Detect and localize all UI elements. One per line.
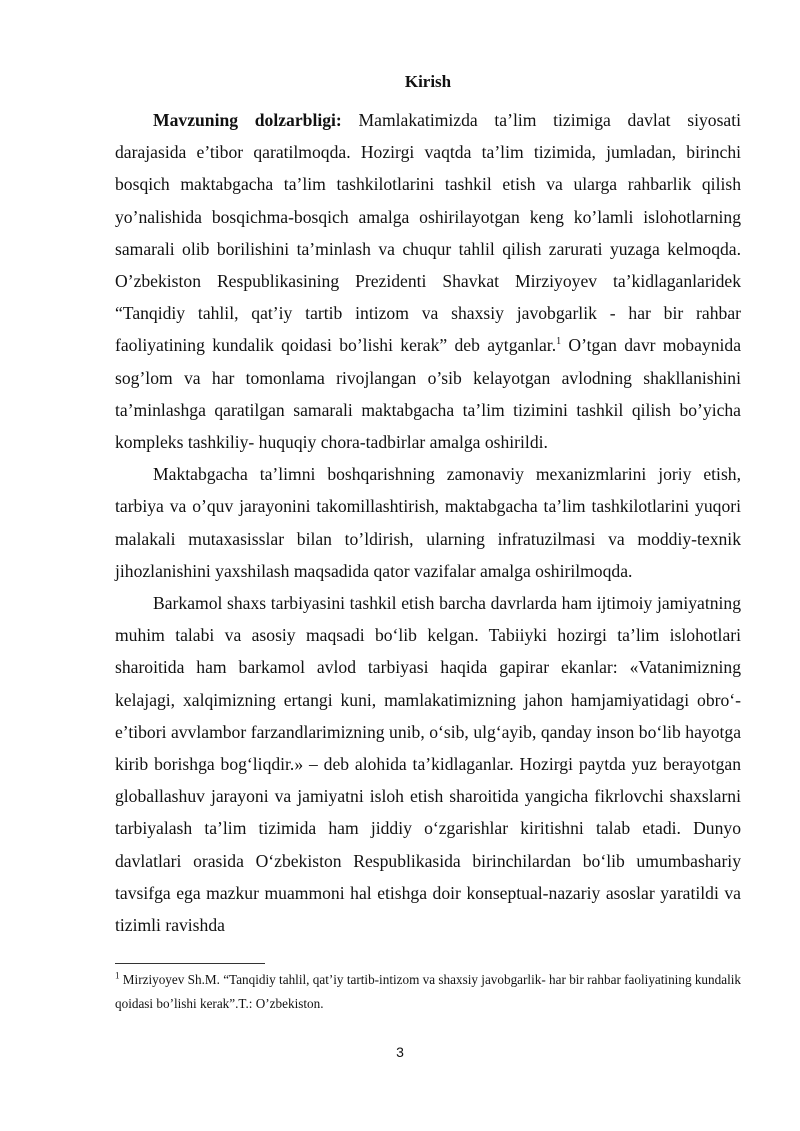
footnote: [115, 968, 741, 1016]
page-number: 3: [396, 1044, 404, 1060]
paragraph-1-text: Mamlakatimizda ta’lim tizimiga davlat siyosati darajasida e’tibor qaratilmoqda. Hozirgi vaqtda ta’lim tizimida, jumladan, birinchi bosqich maktabgacha ta’lim tashkilotlarini tashkil etish va ularga rahbarlik qilish yo’nalishida bosqichma-bosqich amalga oshirilayotgan keng ko’lamli islohotlarning samarali olib borilishini ta’minlash va chuqur tahlil qilish zarurati yuzaga kelmoqda. O’zbekiston Respublikasining Prezidenti Shavkat Mirziyoyev ta’kidlaganlaridek “Tanqidiy tahlil, qat’iy tartib intizom va shaxsiy javobgarlik - har bir rahbar faoliyatining kundalik qoidasi bo’lishi kerak” deb aytganlar.: [115, 110, 741, 356]
paragraph-1-tail: O’tgan davr mobaynida sog’lom va har tomonlama rivojlangan o’sib kelayotgan avlodning shakllanishini ta’minlashga qaratilgan samarali maktabgacha ta’lim tizimini tashkil qilish bo’yicha kompleks tashkiliy- huquqiy chora-tadbirlar amalga oshirildi.: [115, 335, 742, 453]
footnote-number: 1: [115, 970, 120, 981]
footnote-separator: [115, 963, 265, 964]
footnote-text: Mirziyoyev Sh.M. “Tanqidiy tahlil, qat’iy tartib-intizom va shaxsiy javobgarlik- har bir rahbar faoliyatining kundalik qoidasi bo’lishi kerak”.T.: O’zbekiston.: [115, 972, 741, 1011]
page-body: [115, 72, 741, 941]
paragraph-3: Barkamol shaxs tarbiyasini tashkil etish barcha davrlarda ham ijtimoiy jamiyatning muhim talabi va asosiy maqsadi bo‘lib kelgan. Tabiiyki hozirgi ta’lim islohotlari sharoitida ham barkamol avlod tarbiyasi haqida gapirar ekanlar: «Vatanimizning kelajagi, xalqimizning ertangi kuni, mamlakatimizning jahon hamjamiyatidagi obro‘-e’tibori avvlambor farzandlarimizning unib, o‘sib, ulg‘ayib, qanday inson bo‘lib hayotga kirib borishga bog‘liqdir.» – deb alohida ta’kidlaganlar. Hozirgi paytda yuz berayotgan globallashuv jarayoni va jamiyatni isloh etish sharoitida yangicha fikrlovchi shaxslarni tarbiyalash ta’lim tizimida ham jiddiy o‘zgarishlar kiritishni talab etadi. Dunyo davlatlari orasida O‘zbekiston Respublikasida birinchilardan bo‘lib umumbashariy tavsifga ega mazkur muammoni hal etishga doir konseptual-nazariy asoslar yaratildi va tizimli ravishda: [115, 593, 741, 936]
footnote-reference[interactable]: 1: [556, 336, 562, 348]
paragraph-1-lead: Mavzuning dolzarbligi:: [153, 110, 342, 130]
paragraph-2: Maktabgacha ta’limni boshqarishning zamonaviy mexanizmlarini joriy etish, tarbiya va o’quv jarayonini takomillashtirish, maktabgacha ta’lim tashkilotlarini yuqori malakali mutaxasisslar bilan to’ldirish, ularning infratuzilmasi va moddiy-texnik jihozlanishini yaxshilash maqsadida qator vazifalar amalga oshirilmoqda.: [115, 464, 741, 581]
section-heading: Kirish: [404, 72, 452, 91]
paragraph-1: [115, 104, 741, 458]
